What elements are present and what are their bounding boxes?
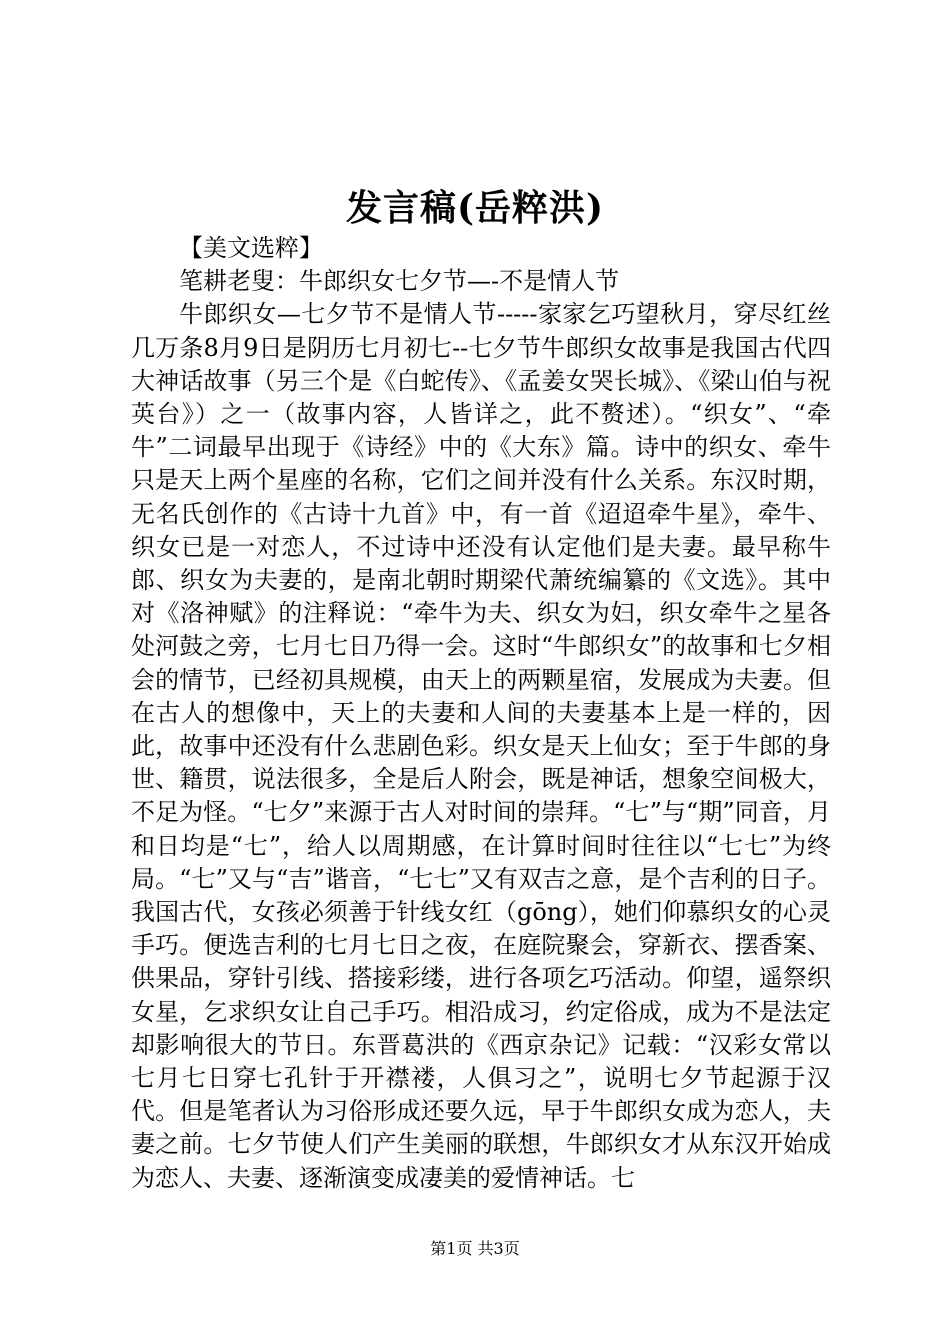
section-label: 【美文选粹】 [179, 234, 323, 262]
document-content [131, 232, 831, 1195]
article-subtitle: 笔耕老叟：牛郎织女七夕节—-不是情人节 [179, 267, 620, 296]
document-title: 发言稿(岳粹洪) [345, 187, 605, 229]
article-body: 牛郎织女—七夕节不是情人节-----家家乞巧望秋月，穿尽红丝几万条8月9日是阴历七月初七--七夕节牛郎织女故事是我国古代四大神话故事（另三个是《白蛇传》、《孟姜女哭长城》、《梁山伯与祝英台》）之一（故事内容，人皆详之，此不赘述）。“织女”、“牵牛”二词最早出现于《诗经》中的《大东》篇。诗中的织女、牵牛只是天上两个星座的名称，它们之间并没有什么关系。东汉时期，无名氏创作的《古诗十九首》中，有一首《迢迢牵牛星》，牵牛、织女已是一对恋人，不过诗中还没有认定他们是夫妻。最早称牛郎、织女为夫妻的，是南北朝时期梁代萧统编纂的《文选》。其中对《洛神赋》的注释说：“牵牛为夫、织女为妇，织女牵牛之星各处河鼓之旁，七月七日乃得一会。这时“牛郎织女”的故事和七夕相会的情节，已经初具规模，由天上的两颗星宿，发展成为夫妻。但在古人的想像中，天上的夫妻和人间的夫妻基本上是一样的，因此，故事中还没有什么悲剧色彩。织女是天上仙女；至于牛郎的身世、籍贯，说法很多，全是后人附会，既是神话，想象空间极大，不足为怪。“七夕”来源于古人对时间的崇拜。“七”与“期”同音，月和日均是“七”，给人以周期感，在计算时间时往往以“七七”为终局。“七”又与“吉”谐音，“七七”又有双吉之意，是个吉利的日子。我国古代，女孩必须善于针线女红（gōng），她们仰慕织女的心灵手巧。便选吉利的七月七日之夜，在庭院聚会，穿新衣、摆香案、供果品，穿针引线、搭接彩缕，进行各项乞巧活动。仰望，遥祭织女星，乞求织女让自己手巧。相沿成习，约定俗成，成为不是法定却影响很大的节日。东晋葛洪的《西京杂记》记载：“汉彩女常以七月七日穿七孔针于开襟褛，人俱习之”，说明七夕节起源于汉代。但是笔者认为习俗形成还要久远，早于牛郎织女成为恋人，夫妻之前。七夕节使人们产生美丽的联想，牛郎织女才从东汉开始成为恋人、夫妻、逐渐演变成凄美的爱情神话。七 [131, 300, 831, 1192]
page-indicator: 第1页 共3页 [430, 1239, 520, 1258]
